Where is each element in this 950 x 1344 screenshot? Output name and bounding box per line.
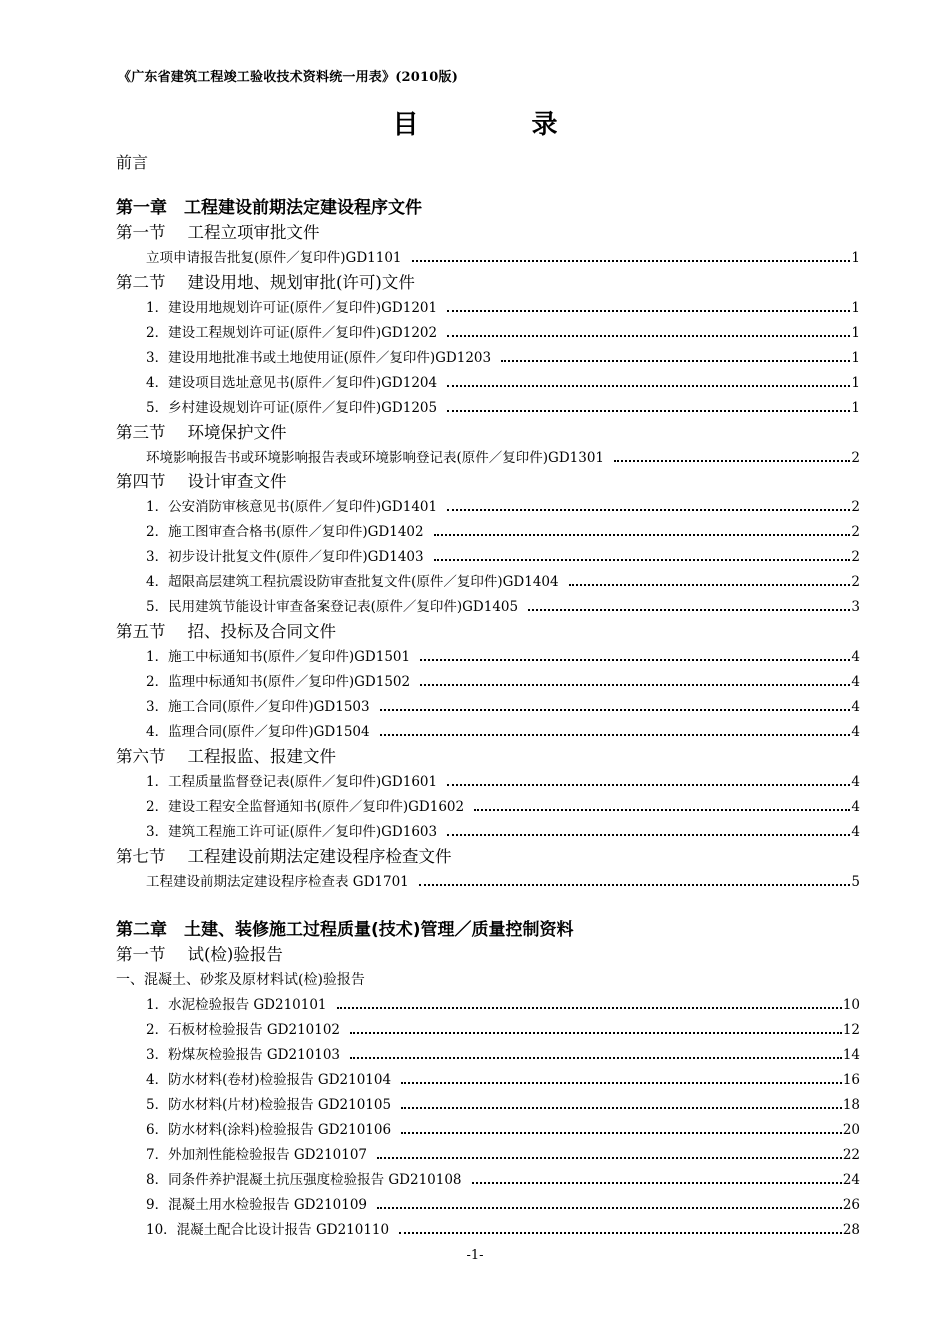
toc-entry <box>146 446 860 470</box>
dot-leader <box>474 809 850 811</box>
entry-title: 4．建设项目选址意见书(原件／复印件)GD1204 <box>146 375 438 391</box>
entry-page-number: 24 <box>842 1172 860 1188</box>
toc-entry <box>146 1118 860 1142</box>
dot-leader <box>337 1007 842 1009</box>
dot-leader <box>401 1132 842 1134</box>
toc-chapter <box>0 196 950 220</box>
entry-page-number: 1 <box>851 300 860 316</box>
dot-leader <box>419 884 851 886</box>
toc-entry <box>146 595 860 619</box>
section-title: 工程立项审批文件 <box>187 223 320 242</box>
page-number: -1- <box>466 1248 484 1263</box>
entry-title: 1．建设用地规划许可证(原件／复印件)GD1201 <box>146 300 438 316</box>
document-header: 《广东省建筑工程竣工验收技术资料统一用表》(2010版) <box>118 70 459 85</box>
section-title: 招、投标及合同文件 <box>187 622 336 641</box>
toc-entry <box>146 321 860 345</box>
dot-leader <box>420 684 850 686</box>
toc-entry <box>146 520 860 544</box>
dot-leader <box>447 385 850 387</box>
preface-heading: 前言 <box>116 153 149 172</box>
entry-page-number: 2 <box>851 524 860 540</box>
toc-chapter <box>0 918 950 942</box>
toc-entry <box>146 545 860 569</box>
toc-entry <box>146 670 860 694</box>
toc-entry <box>146 870 860 894</box>
entry-page-number: 16 <box>842 1072 860 1088</box>
toc-group <box>0 968 950 992</box>
entry-title: 5．乡村建设规划许可证(原件／复印件)GD1205 <box>146 400 438 416</box>
entry-page-number: 18 <box>842 1097 860 1113</box>
entry-title: 2．监理中标通知书(原件／复印件)GD1502 <box>146 674 411 690</box>
entry-page-number: 5 <box>851 874 860 890</box>
entry-page-number: 4 <box>851 824 860 840</box>
dot-leader <box>380 734 851 736</box>
entry-title: 1．水泥检验报告 GD210101 <box>146 997 327 1013</box>
section-title: 试(检)验报告 <box>187 945 283 964</box>
entry-title: 8．同条件养护混凝土抗压强度检验报告 GD210108 <box>146 1172 462 1188</box>
toc-entry <box>146 795 860 819</box>
dot-leader <box>434 534 851 536</box>
section-number: 第一节 <box>116 223 166 242</box>
dot-leader <box>350 1032 842 1034</box>
dot-leader <box>377 1207 842 1209</box>
entry-title: 1．公安消防审核意见书(原件／复印件)GD1401 <box>146 499 438 515</box>
entry-title: 1．施工中标通知书(原件／复印件)GD1501 <box>146 649 411 665</box>
dot-leader <box>401 1107 842 1109</box>
toc-entry <box>146 645 860 669</box>
entry-page-number: 4 <box>851 699 860 715</box>
entry-page-number: 20 <box>842 1122 860 1138</box>
entry-title: 工程建设前期法定建设程序检查表 GD1701 <box>146 874 409 890</box>
section-title: 环境保护文件 <box>187 423 287 442</box>
toc-entry <box>146 1218 860 1242</box>
toc-section <box>0 221 950 245</box>
toc-section <box>0 421 950 445</box>
entry-title: 4．监理合同(原件／复印件)GD1504 <box>146 724 370 740</box>
entry-page-number: 4 <box>851 674 860 690</box>
dot-leader <box>614 460 850 462</box>
entry-page-number: 1 <box>851 325 860 341</box>
entry-page-number: 28 <box>842 1222 860 1238</box>
entry-title: 环境影响报告书或环境影响报告表或环境影响登记表(原件／复印件)GD1301 <box>146 450 604 466</box>
entry-page-number: 1 <box>851 250 860 266</box>
section-number: 第四节 <box>116 472 166 491</box>
toc-section <box>0 271 950 295</box>
entry-title: 2．石板材检验报告 GD210102 <box>146 1022 341 1038</box>
toc-entry <box>146 993 860 1017</box>
entry-page-number: 14 <box>842 1047 860 1063</box>
toc-entry <box>146 720 860 744</box>
dot-leader <box>472 1182 842 1184</box>
entry-title: 5．防水材料(片材)检验报告 GD210105 <box>146 1097 392 1113</box>
entry-page-number: 4 <box>851 774 860 790</box>
entry-title: 3．初步设计批复文件(原件／复印件)GD1403 <box>146 549 424 565</box>
dot-leader <box>447 834 850 836</box>
dot-leader <box>412 260 851 262</box>
entry-page-number: 1 <box>851 375 860 391</box>
toc-section <box>0 845 950 869</box>
dot-leader <box>447 784 850 786</box>
dot-leader <box>447 335 850 337</box>
entry-title: 6．防水材料(涂料)检验报告 GD210106 <box>146 1122 392 1138</box>
entry-page-number: 1 <box>851 350 860 366</box>
entry-page-number: 4 <box>851 724 860 740</box>
toc-entry <box>146 1143 860 1167</box>
section-title: 建设用地、规划审批(许可)文件 <box>187 273 415 292</box>
toc-entry <box>146 1168 860 1192</box>
toc-section <box>0 620 950 644</box>
dot-leader <box>528 609 850 611</box>
section-number: 第一节 <box>116 945 166 964</box>
dot-leader <box>569 584 851 586</box>
entry-title: 2．建设工程安全监督通知书(原件／复印件)GD1602 <box>146 799 465 815</box>
entry-page-number: 12 <box>842 1022 860 1038</box>
toc-entry <box>146 396 860 420</box>
entry-page-number: 1 <box>851 400 860 416</box>
toc-section <box>0 745 950 769</box>
toc-entry <box>146 296 860 320</box>
section-number: 第六节 <box>116 747 166 766</box>
toc-entry <box>146 820 860 844</box>
entry-title: 1．工程质量监督登记表(原件／复印件)GD1601 <box>146 774 438 790</box>
toc-entry <box>146 1018 860 1042</box>
entry-title: 立项申请报告批复(原件／复印件)GD1101 <box>146 250 402 266</box>
toc-entry <box>146 371 860 395</box>
dot-leader <box>380 709 851 711</box>
toc-entry <box>146 1068 860 1092</box>
section-title: 工程建设前期法定建设程序检查文件 <box>187 847 452 866</box>
entry-page-number: 22 <box>842 1147 860 1163</box>
entry-title: 9．混凝土用水检验报告 GD210109 <box>146 1197 368 1213</box>
toc-entry <box>146 495 860 519</box>
page-title: 目 录 <box>392 110 610 140</box>
entry-title: 5．民用建筑节能设计审查备案登记表(原件／复印件)GD1405 <box>146 599 519 615</box>
dot-leader <box>501 360 850 362</box>
chapter-title: 第二章 土建、装修施工过程质量(技术)管理／质量控制资料 <box>116 920 574 940</box>
dot-leader <box>399 1232 842 1234</box>
entry-title: 3．建筑工程施工许可证(原件／复印件)GD1603 <box>146 824 438 840</box>
toc-entry <box>146 346 860 370</box>
toc-entry <box>146 1193 860 1217</box>
section-title: 设计审查文件 <box>187 472 287 491</box>
section-number: 第二节 <box>116 273 166 292</box>
entry-page-number: 2 <box>851 549 860 565</box>
dot-leader <box>434 559 851 561</box>
entry-page-number: 4 <box>851 799 860 815</box>
entry-title: 2．施工图审查合格书(原件／复印件)GD1402 <box>146 524 424 540</box>
dot-leader <box>447 509 850 511</box>
toc-entry <box>146 1043 860 1067</box>
toc-entry <box>146 695 860 719</box>
entry-title: 4．超限高层建筑工程抗震设防审查批复文件(原件／复印件)GD1404 <box>146 574 559 590</box>
toc-entry <box>146 570 860 594</box>
entry-title: 4．防水材料(卷材)检验报告 GD210104 <box>146 1072 392 1088</box>
entry-page-number: 10 <box>842 997 860 1013</box>
group-title: 一、混凝土、砂浆及原材料试(检)验报告 <box>116 972 365 988</box>
dot-leader <box>447 410 850 412</box>
entry-title: 3．建设用地批准书或土地使用证(原件／复印件)GD1203 <box>146 350 492 366</box>
entry-title: 3．粉煤灰检验报告 GD210103 <box>146 1047 341 1063</box>
entry-page-number: 2 <box>851 450 860 466</box>
section-title: 工程报监、报建文件 <box>187 747 336 766</box>
entry-page-number: 26 <box>842 1197 860 1213</box>
dot-leader <box>401 1082 842 1084</box>
chapter-title: 第一章 工程建设前期法定建设程序文件 <box>116 198 422 218</box>
toc-entry <box>146 246 860 270</box>
toc-section <box>0 470 950 494</box>
dot-leader <box>377 1157 842 1159</box>
dot-leader <box>420 659 850 661</box>
section-number: 第五节 <box>116 622 166 641</box>
dot-leader <box>447 310 850 312</box>
toc-entry <box>146 1093 860 1117</box>
entry-title: 10．混凝土配合比设计报告 GD210110 <box>146 1222 390 1238</box>
entry-page-number: 2 <box>851 574 860 590</box>
entry-page-number: 4 <box>851 649 860 665</box>
entry-page-number: 3 <box>851 599 860 615</box>
entry-title: 3．施工合同(原件／复印件)GD1503 <box>146 699 370 715</box>
section-number: 第七节 <box>116 847 166 866</box>
dot-leader <box>350 1057 842 1059</box>
toc-entry <box>146 770 860 794</box>
section-number: 第三节 <box>116 423 166 442</box>
entry-title: 2．建设工程规划许可证(原件／复印件)GD1202 <box>146 325 438 341</box>
entry-page-number: 2 <box>851 499 860 515</box>
toc-section <box>0 943 950 967</box>
entry-title: 7．外加剂性能检验报告 GD210107 <box>146 1147 368 1163</box>
